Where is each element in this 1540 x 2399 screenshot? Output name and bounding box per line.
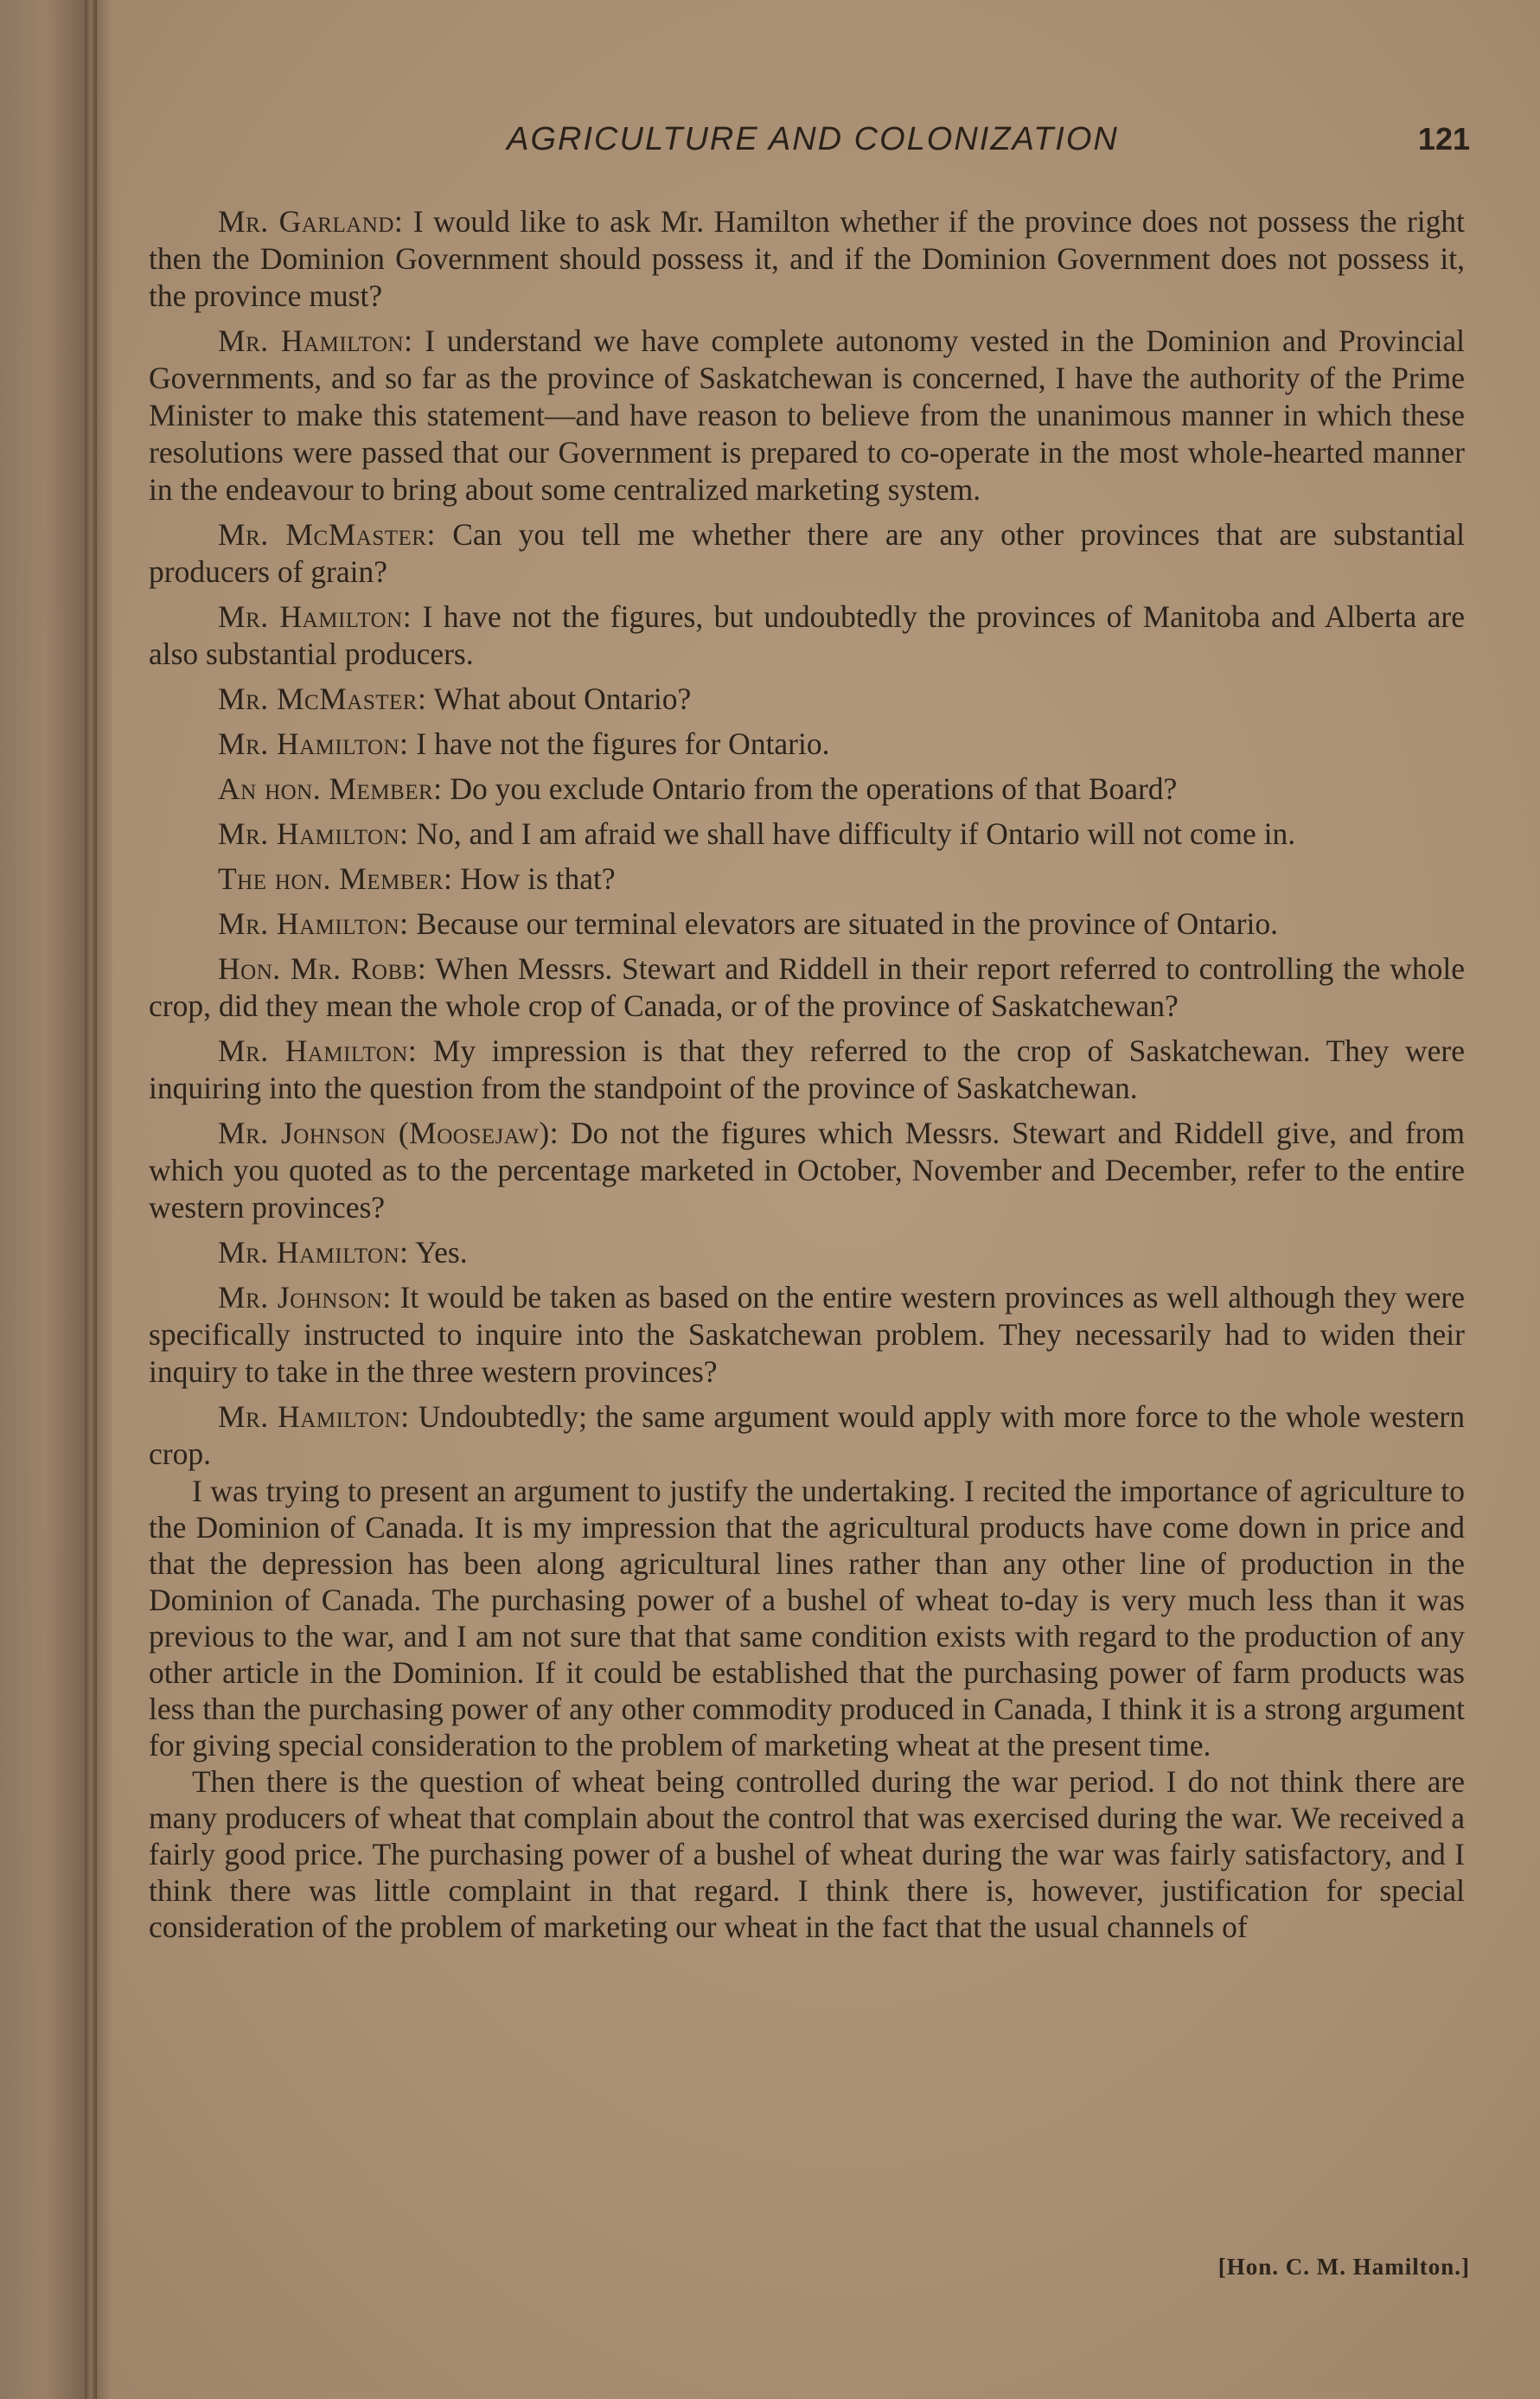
speech-text: I understand we have complete autonomy vested in the Dominion and Provincial Governments, and so far as the province of Saskatchewan is concerned, I have the authority of the Prime Minister to make this statement—and have reason to believe from the unanimous manner in which these resolutions were passed that our Government is prepared to co-operate in the most whole-hearted manner in the endeavour to bring about some centralized marketing system.: [149, 323, 1465, 507]
speaker-name: Mr. Hamilton:: [218, 726, 409, 761]
speaker-name: Mr. Hamilton:: [218, 1033, 418, 1068]
binding-shadow: [85, 0, 97, 2399]
running-head-title: AGRICULTURE AND COLONIZATION: [507, 121, 1119, 157]
speaker-name: Mr. Johnson:: [218, 1280, 392, 1315]
speaker-name: Mr. Hamilton:: [218, 599, 412, 634]
speaker-footer: [Hon. C. M. Hamilton.]: [1217, 2254, 1470, 2280]
dialogue-paragraph: [149, 1279, 1465, 1391]
page-number: 121: [1417, 121, 1470, 157]
speech-text: Do you exclude Ontario from the operations of that Board?: [442, 771, 1178, 806]
speech-text: No, and I am afraid we shall have difficulty if Ontario will not come in.: [408, 816, 1296, 851]
running-head: [156, 121, 1470, 164]
speech-text: My impression is that they referred to the crop of Saskatchewan. They were inquiring into the question from the standpoint of the province of Saskatchewan.: [149, 1033, 1465, 1105]
dialogue-paragraph: [149, 905, 1465, 943]
speech-text: I have not the figures, but undoubtedly the provinces of Manitoba and Alberta are also substantial producers.: [149, 599, 1465, 671]
speech-text: Undoubtedly; the same argument would apply with more force to the whole western crop.: [149, 1399, 1465, 1471]
speaker-name: Mr. Johnson (Moosejaw):: [218, 1116, 559, 1150]
speech-text: It would be taken as based on the entire western provinces as well although they were specifically instructed to inquire into the Saskatchewan problem. They necessarily had to widen their inquiry to take in the three western provinces?: [149, 1280, 1466, 1389]
dialogue-paragraph: [149, 950, 1465, 1025]
speaker-name: Mr. McMaster:: [218, 517, 436, 552]
speaker-name: The hon. Member:: [218, 861, 453, 896]
dialogue-paragraph: [149, 598, 1465, 673]
dialogue-paragraph: [149, 860, 1465, 898]
speaker-name: Mr. Hamilton:: [218, 816, 409, 851]
dialogue-paragraph: [149, 726, 1465, 763]
speaker-name: Mr. Hamilton:: [218, 1235, 409, 1270]
speech-text: Because our terminal elevators are situated in the province of Ontario.: [408, 906, 1278, 941]
page-body: [149, 203, 1465, 1945]
body-paragraph: I was trying to present an argument to justify the undertaking. I recited the importance of agriculture to the Dominion of Canada. It is my impression that the agricultural products have come down in price and that the depression has been along agricultural lines rather than any other line of production in the Dominion of Canada. The purchasing power of a bushel of wheat to-day is very much less than it was previous to the war, and I am not sure that that same condition exists with regard to the production of any other article in the Dominion. If it could be established that the purchasing power of farm products was less than the purchasing power of any other commodity produced in Canada, I think it is a strong argument for giving special consideration to the problem of marketing wheat at the present time.: [149, 1474, 1465, 1762]
dialogue-paragraph: [149, 1234, 1465, 1271]
speech-text: I have not the figures for Ontario.: [408, 726, 830, 761]
dialogue-paragraph: [149, 771, 1465, 808]
speaker-name: Mr. McMaster:: [218, 681, 427, 716]
speech-text: How is that?: [452, 861, 616, 896]
speech-text: Can you tell me whether there are any other provinces that are substantial producers of grain?: [149, 517, 1465, 589]
dialogue-paragraph: [149, 323, 1465, 509]
speaker-name: Mr. Hamilton:: [218, 1399, 410, 1434]
body-paragraph: Then there is the question of wheat being controlled during the war period. I do not think there are many producers of wheat that complain about the control that was exercised during the war. We received a fairly good price. The purchasing power of a bushel of wheat during the war was fairly satisfactory, and I think there was little complaint in that regard. I think there is, however, justification for special consideration of the problem of marketing our wheat in the fact that the usual channels of: [149, 1764, 1465, 1944]
speech-text: What about Ontario?: [426, 681, 692, 716]
speech-text: I would like to ask Mr. Hamilton whether if the province does not possess the right then the Dominion Government should possess it, and if the Dominion Government does not possess it, the province must?: [149, 204, 1465, 313]
speech-text: Do not the figures which Messrs. Stewart and Riddell give, and from which you quoted as to the percentage marketed in October, November and December, refer to the entire western provinces?: [149, 1116, 1465, 1225]
dialogue-paragraph: [149, 816, 1465, 853]
speech-text: Yes.: [408, 1235, 468, 1270]
speaker-name: Mr. Garland:: [218, 204, 404, 239]
speaker-name: Mr. Hamilton:: [218, 323, 413, 358]
dialogue-paragraph: [149, 203, 1465, 315]
speaker-name: An hon. Member:: [218, 771, 443, 806]
dialogue-paragraph: [149, 1115, 1465, 1226]
speaker-name: Hon. Mr. Robb:: [218, 951, 427, 986]
dialogue-paragraph: [149, 681, 1465, 718]
speech-text: When Messrs. Stewart and Riddell in their report referred to controlling the whole crop, did they mean the whole crop of Canada, or of the province of Saskatchewan?: [149, 951, 1465, 1023]
speaker-name: Mr. Hamilton:: [218, 906, 409, 941]
dialogue-paragraph: [149, 1033, 1465, 1107]
dialogue-paragraph: [149, 1398, 1465, 1473]
dialogue-paragraph: [149, 516, 1465, 591]
